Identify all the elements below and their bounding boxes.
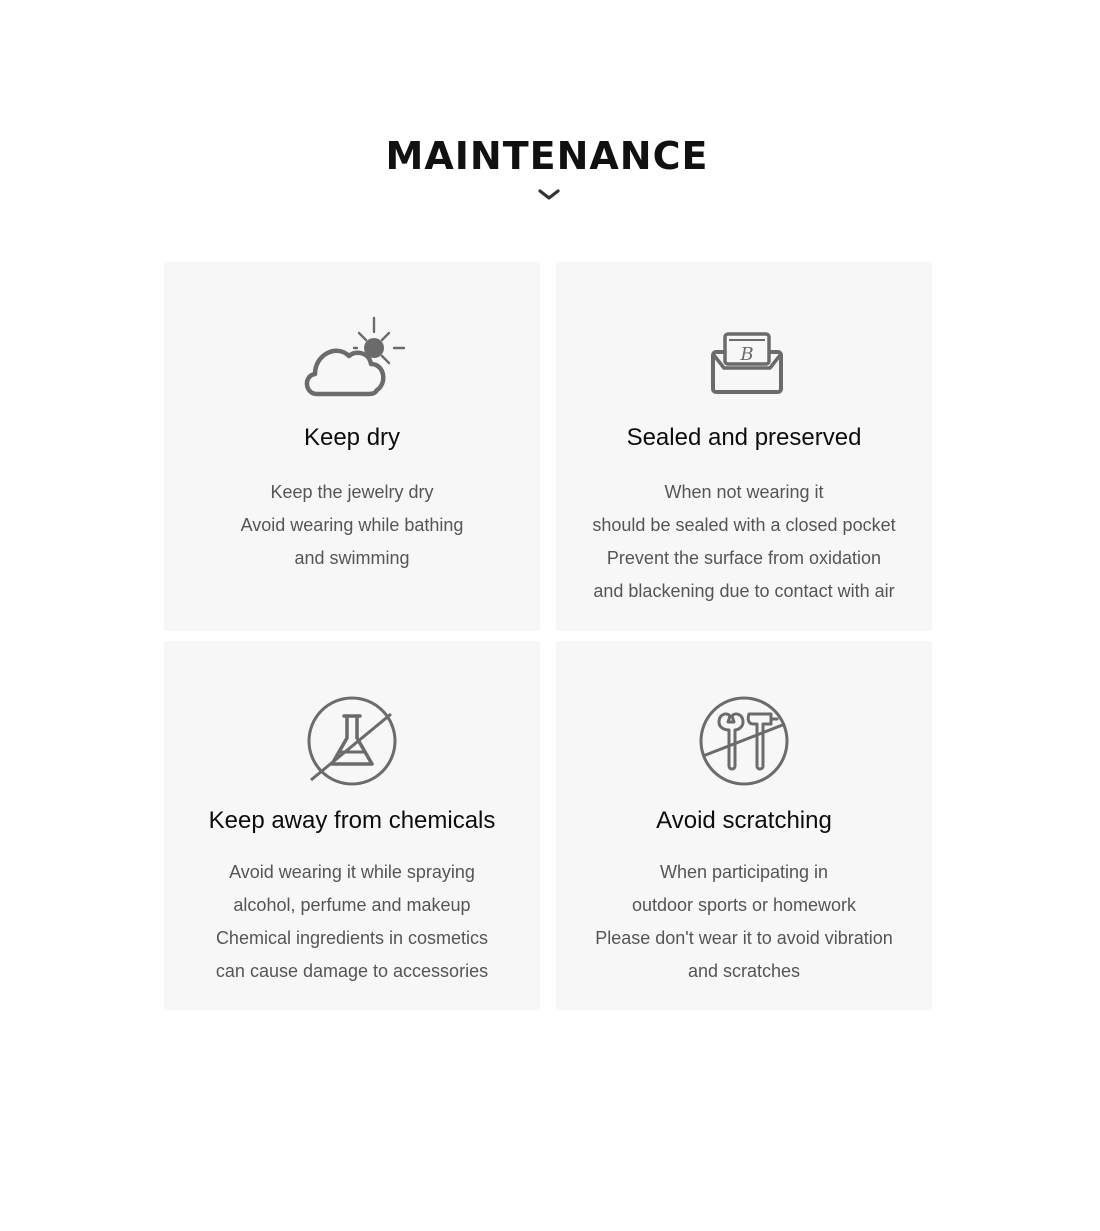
section-heading — [0, 128, 1100, 184]
card-description-line: Prevent the surface from oxidation — [606, 548, 882, 568]
card-description-line: When participating in — [659, 862, 829, 882]
card-description-line: and scratches — [687, 961, 801, 981]
sealed-box-icon — [699, 314, 789, 404]
card-description-line: When not wearing it — [664, 482, 824, 502]
cloud-sun-icon — [297, 314, 407, 404]
card-description — [164, 476, 540, 575]
no-chemicals-icon — [305, 694, 399, 788]
card-title: Sealed and preserved — [626, 424, 862, 451]
card-description-line: alcohol, perfume and makeup — [233, 895, 471, 915]
svg-text:B: B — [740, 344, 754, 365]
card-description-line: Chemical ingredients in cosmetics — [215, 928, 489, 948]
card-description-line: and swimming — [294, 548, 410, 568]
card-description-line: Avoid wearing it while spraying — [229, 862, 475, 882]
card-description-line: Please don't wear it to avoid vibration — [595, 928, 893, 948]
care-card-keep-dry — [164, 262, 540, 631]
card-description — [556, 856, 932, 988]
care-card-avoid-scratching — [556, 641, 932, 1010]
card-description-line: and blackening due to contact with air — [593, 581, 895, 601]
card-description — [164, 856, 540, 988]
no-tools-icon — [697, 694, 791, 788]
card-description-line: should be sealed with a closed pocket — [592, 515, 896, 535]
page-title: MAINTENANCE — [385, 134, 709, 178]
card-title: Avoid scratching — [656, 807, 832, 834]
card-description — [556, 476, 932, 608]
card-description-line: Keep the jewelry dry — [270, 482, 434, 502]
chevron-down-icon — [538, 188, 560, 202]
card-title: Keep dry — [303, 424, 401, 451]
card-title: Keep away from chemicals — [208, 807, 496, 834]
card-description-line: can cause damage to accessories — [215, 961, 489, 981]
card-description-line: Avoid wearing while bathing — [240, 515, 464, 535]
care-card-sealed — [556, 262, 932, 631]
card-description-line: outdoor sports or homework — [631, 895, 857, 915]
care-card-no-chemicals — [164, 641, 540, 1010]
